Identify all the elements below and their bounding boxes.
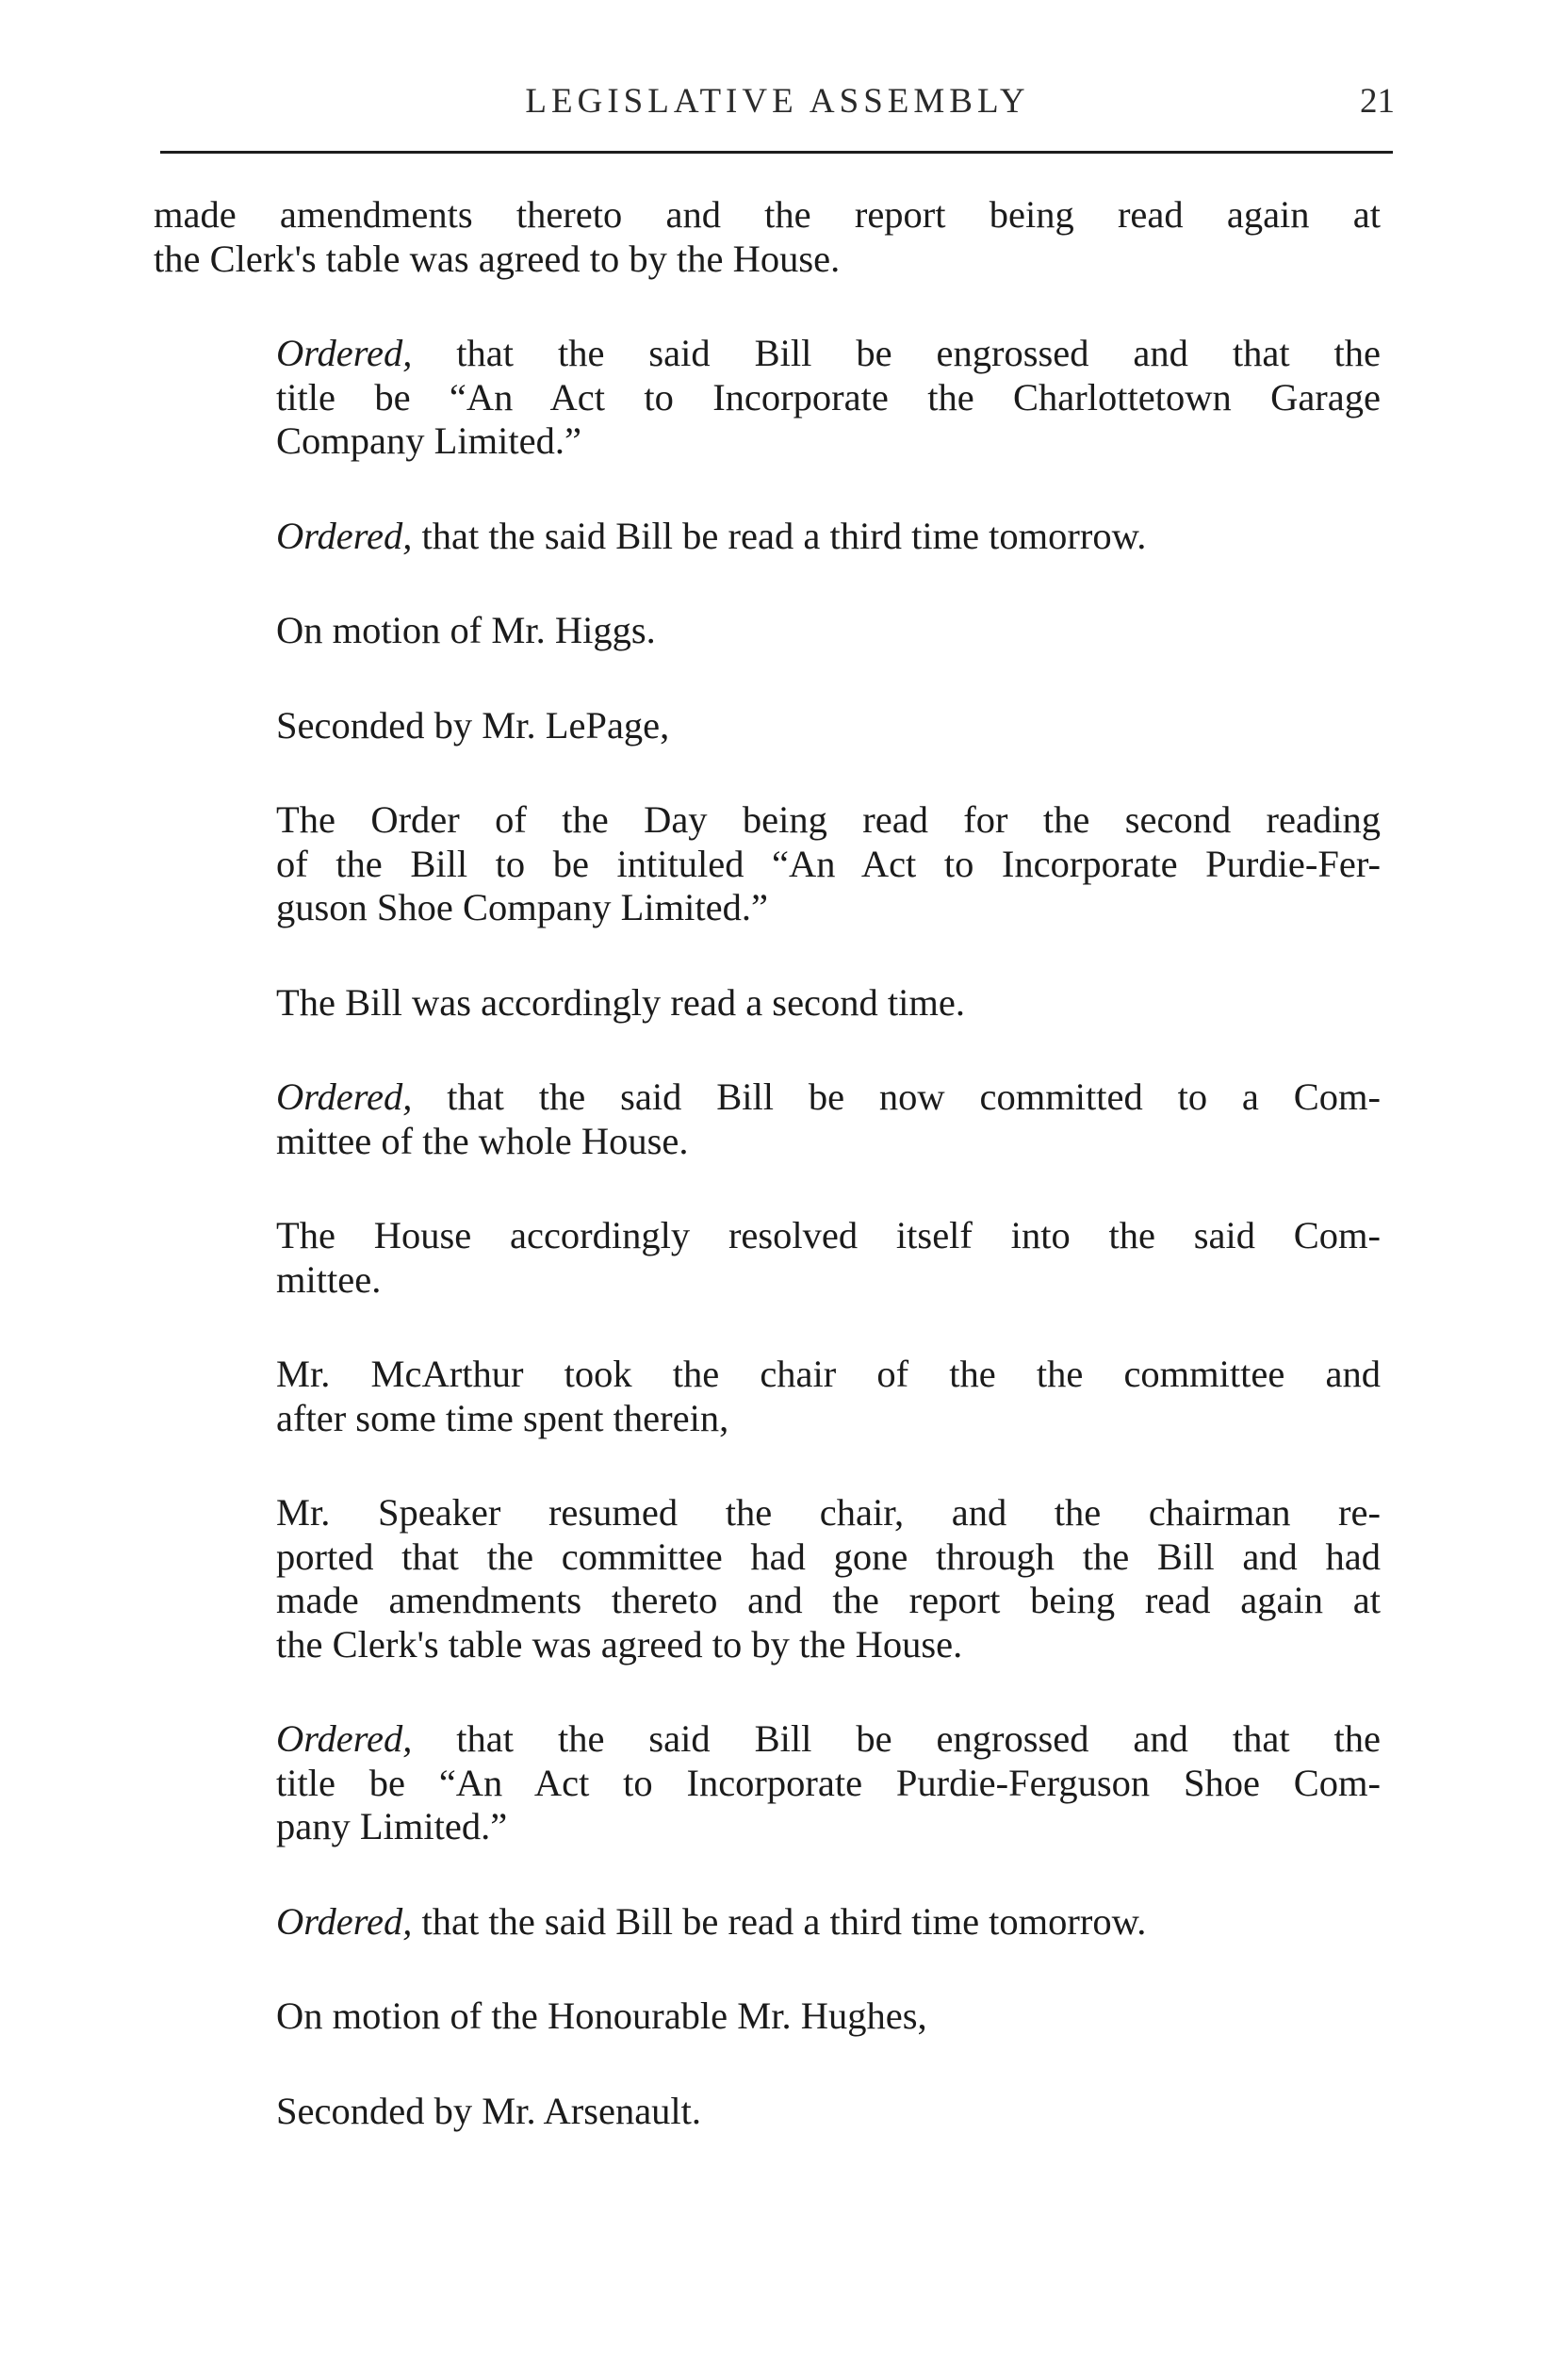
line-text: The House accordingly resolved itself into the said Com- — [276, 1214, 1381, 1256]
text-line — [154, 1214, 1381, 1258]
text-line — [154, 1579, 1381, 1623]
line-text: Seconded by Mr. LePage, — [276, 703, 670, 747]
running-head — [160, 74, 1395, 130]
text-line — [154, 1075, 1381, 1120]
text-line — [154, 1491, 1381, 1535]
line-text: made amendments thereto and the report being read again at — [276, 1579, 1381, 1621]
text-line — [154, 193, 1381, 238]
line-text: mittee. — [276, 1257, 382, 1301]
running-title: LEGISLATIVE ASSEMBLY — [525, 82, 1030, 121]
line-text: the Clerk's table was agreed to by the House. — [154, 237, 841, 280]
line-text: that the said Bill be engrossed and that the — [456, 332, 1381, 374]
paragraph — [154, 609, 1381, 653]
text-line — [154, 1258, 1381, 1303]
line-text: Mr. Speaker resumed the chair, and the chairman re- — [276, 1491, 1381, 1534]
line-text: On motion of the Honourable Mr. Hughes, — [276, 1994, 927, 2037]
line-text: The Order of the Day being read for the second reading — [276, 798, 1381, 841]
line-text: The Bill was accordingly read a second time. — [276, 980, 965, 1024]
line-text: the Clerk's table was agreed to by the House. — [276, 1622, 963, 1666]
paragraph — [154, 1994, 1381, 2039]
text-line — [154, 798, 1381, 843]
text-line — [154, 843, 1381, 887]
paragraph — [154, 1214, 1381, 1302]
paragraph — [154, 981, 1381, 1026]
line-text: title be “An Act to Incorporate Purdie-Ferguson Shoe Com- — [276, 1761, 1381, 1804]
ordered-lead: Ordered, — [276, 1899, 413, 1943]
paragraph — [154, 2090, 1381, 2134]
line-text: that the said Bill be read a third time tomorrow. — [421, 1899, 1147, 1943]
paragraph — [154, 1491, 1381, 1666]
text-line — [154, 515, 1381, 559]
line-text: guson Shoe Company Limited.” — [276, 886, 768, 928]
paragraph — [154, 1075, 1381, 1163]
paragraph — [154, 515, 1381, 559]
line-text: Mr. McArthur took the chair of the the committee and — [276, 1353, 1381, 1395]
paragraph — [154, 1900, 1381, 1945]
ordered-lead: Ordered, — [276, 1717, 413, 1760]
paragraph — [154, 1717, 1381, 1849]
ordered-lead: Ordered, — [276, 1075, 413, 1118]
line-text: that the said Bill be now committed to a Com- — [447, 1075, 1382, 1118]
line-text: Company Limited.” — [276, 419, 581, 462]
text-line — [154, 1353, 1381, 1397]
line-text: of the Bill to be intituled “An Act to Incorporate Purdie-Fer- — [276, 842, 1381, 885]
line-text: pany Limited.” — [276, 1805, 508, 1847]
line-text: title be “An Act to Incorporate the Charlottetown Garage — [276, 375, 1381, 419]
paragraph — [154, 193, 1381, 281]
text-line — [154, 1805, 1381, 1849]
text-line — [154, 981, 1381, 1026]
line-text: made amendments thereto and the report being read again at — [154, 193, 1381, 236]
paragraph — [154, 704, 1381, 748]
line-text: Seconded by Mr. Arsenault. — [276, 2089, 702, 2132]
paragraph — [154, 1353, 1381, 1440]
text-line — [154, 1762, 1381, 1806]
text-line — [154, 1900, 1381, 1945]
ordered-lead: Ordered, — [276, 514, 413, 557]
line-text: On motion of Mr. Higgs. — [276, 609, 656, 651]
text-line — [154, 1397, 1381, 1441]
line-text: after some time spent therein, — [276, 1396, 729, 1439]
paragraph — [154, 332, 1381, 464]
line-text: ported that the committee had gone through the Bill and had — [276, 1535, 1381, 1578]
text-line — [154, 1120, 1381, 1164]
text-line — [154, 886, 1381, 930]
text-line — [154, 1623, 1381, 1667]
header-rule — [160, 151, 1393, 154]
paragraph — [154, 798, 1381, 930]
text-line — [154, 2090, 1381, 2134]
text-line — [154, 1994, 1381, 2039]
line-text: mittee of the whole House. — [276, 1119, 689, 1162]
text-line — [154, 1535, 1381, 1580]
text-line — [154, 332, 1381, 376]
text-line — [154, 704, 1381, 748]
text-line — [154, 376, 1381, 420]
line-text: that the said Bill be engrossed and that the — [456, 1717, 1381, 1760]
text-line — [154, 1717, 1381, 1762]
body-text — [154, 193, 1381, 2133]
text-line — [154, 609, 1381, 653]
line-text: that the said Bill be read a third time tomorrow. — [421, 514, 1147, 557]
page-number: 21 — [1360, 82, 1395, 121]
text-line — [154, 238, 1381, 282]
text-line — [154, 419, 1381, 464]
ordered-lead: Ordered, — [276, 332, 413, 374]
